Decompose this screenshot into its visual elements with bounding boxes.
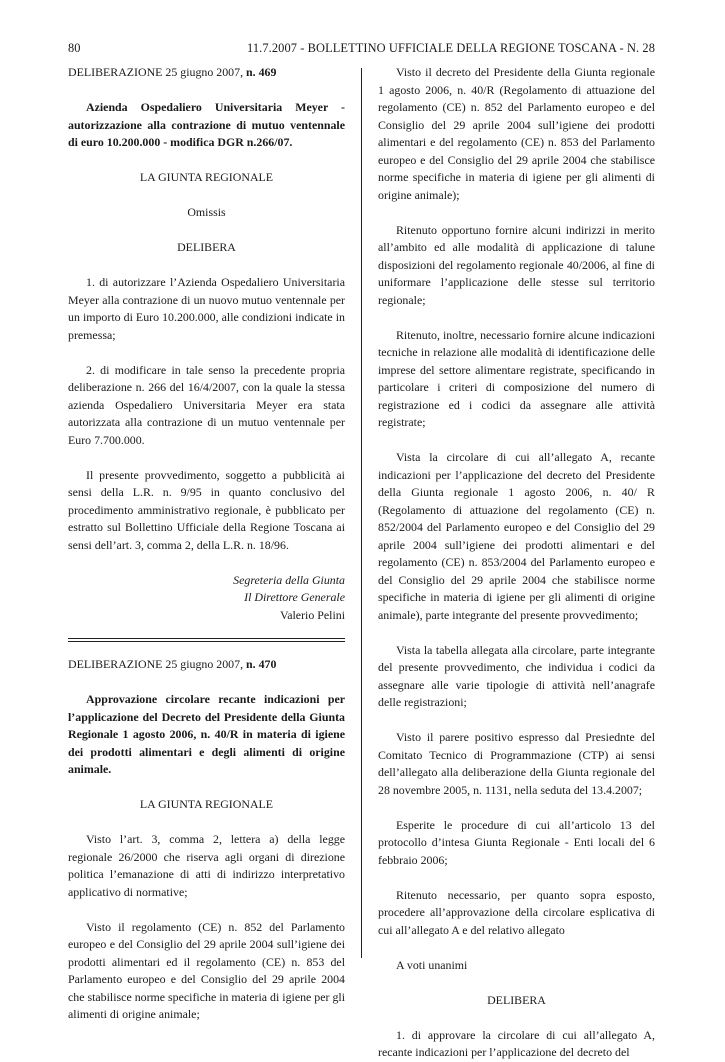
signature-block	[68, 572, 345, 625]
giunta-heading-470: LA GIUNTA REGIONALE	[139, 797, 274, 811]
right-paragraph-9: 1. di approvare la circolare di cui all’allegato A, recante indicazioni per l’applicazione del decreto del	[378, 1027, 655, 1059]
delibera-heading-470: DELIBERA	[487, 992, 546, 1007]
right-paragraph-5: Vista la tabella allegata alla circolare, parte integrante del presente provvedimento, che individua i codici da assegnare alle varie tipologie di attività nell’anagrafe delle registrazioni;	[378, 642, 655, 709]
right-paragraph-1: Visto il decreto del Presidente della Giunta regionale 1 agosto 2006, n. 40/R (Regolamento di attuazione del regolamento (CE) n. 852 del Parlamento europeo e del Consiglio del 29 aprile 2004 sull’igiene dei prodotti alimentari e del regolamento (CE) n. 853 del Parlamento europeo e del Consiglio del 29 aprile 2004 che stabilisce norme specifiche in materia di igiene per gli alimenti di origine animale);	[378, 65, 655, 202]
deliberation-469-heading: DELIBERAZIONE 25 giugno 2007, n. 469	[68, 65, 277, 79]
column-divider	[361, 68, 362, 958]
signature-role: Il Direttore Generale	[244, 590, 345, 604]
right-paragraph-6: Visto il parere positivo espresso dal Presiednte del Comitato Tecnico di Programmazione (CTP) ai sensi dell’allegato alla deliberazione della Giunta regionale del 28 novembre 2005, n. 1131, nella seduta del 13.4.2007;	[378, 730, 655, 797]
deliberation-470-title: Approvazione circolare recante indicazioni per l’applicazione del Decreto del Presidente della Giunta Regionale 1 agosto 2006, n. 40/R in materia di igiene dei prodotti alimentari e degli alimenti di origine animale.	[68, 692, 345, 776]
page-header	[68, 41, 655, 61]
right-paragraph-8: Ritenuto necessario, per quanto sopra esposto, procedere all’approvazione della circolare esplicativa di cui all’allegato A e del relativo allegato	[378, 887, 655, 937]
section-separator	[68, 638, 345, 642]
omissis-label: Omissis	[187, 205, 226, 219]
d470-paragraph-2: Visto il regolamento (CE) n. 852 del Parlamento europeo e del Consiglio del 29 aprile 2004 sull’igiene dei prodotti alimentari ed il regolamento (CE) n. 853 del Parlamento europeo e del Consiglio del 29 aprile 2004 che stabilisce norme specifiche in materia di igiene per gli alimenti di origine animale;	[68, 919, 346, 1021]
right-paragraph-7: Esperite le procedure di cui all’articolo 13 del protocollo d’intesa Giunta Regionale - Enti locali del 6 febbraio 2006;	[378, 817, 655, 867]
d469-paragraph-3: Il presente provvedimento, soggetto a pubblicità ai sensi della L.R. n. 9/95 in quanto conclusivo del procedimento amministrativo regionale, è pubblicato per estratto sul Bollettino Ufficiale della Regione Toscana ai sensi dell’art. 3, comma 2, della L.R. n. 18/96.	[68, 467, 345, 552]
page-number: 80	[68, 41, 81, 55]
delibera-heading-469: DELIBERA	[177, 240, 236, 254]
giunta-heading-469: LA GIUNTA REGIONALE	[139, 170, 274, 184]
right-paragraph-2: Ritenuto opportuno fornire alcuni indirizzi in merito all’ambito ed alle modalità di applicazione di talune disposizioni del regolamento regionale 40/2006, al fine di uniformare l’applicazione delle stesse sul territorio regionale;	[378, 222, 655, 307]
right-paragraph-3: Ritenuto, inoltre, necessario fornire alcune indicazioni tecniche in relazione alle modalità di identificazione delle imprese del settore alimentare registrate, specificando in particolare i criteri di composizione del numero di registrazione ed i codici da assegnare alle attività registrate;	[378, 327, 655, 429]
right-paragraph-4: Vista la circolare di cui all’allegato A, recante indicazioni per l’applicazione del decreto del Presidente della Giunta regionale 1 agosto 2006, n. 40/ R (Regolamento di attuazione del regolamento (CE) n. 852/2004 del Parlamento europeo e del Consiglio del 29 aprile 2004 sull’igiene dei prodotti alimentari e del regolamento (CE) n. 853/2004 del Parlamento europeo e del Consiglio del 29 aprile 2004 che stabilisce norme specifiche in materia di igiene per gli alimenti di origine animale), parte integrante del presente provvedimento;	[378, 450, 655, 622]
signature-name: Valerio Pelini	[279, 607, 345, 622]
deliberation-470-heading: DELIBERAZIONE 25 giugno 2007, n. 470	[68, 657, 277, 671]
signature-office: Segreteria della Giunta	[233, 572, 345, 587]
deliberation-469-title: Azienda Ospedaliero Universitaria Meyer - autorizzazione alla contrazione di mutuo ventennale di euro 10.200.000 - modifica DGR n.266/07.	[68, 100, 345, 149]
d469-paragraph-2: 2. di modificare in tale senso la precedente propria deliberazione n. 266 del 16/4/2007, con la quale la stessa azienda Ospedaliero Universitaria Meyer era stata autorizzata alla contrazione di un mutuo ventennale per Euro 7.700.000.	[68, 362, 345, 447]
left-column	[68, 64, 345, 1024]
right-column	[378, 64, 655, 1062]
d470-paragraph-1: Visto l’art. 3, comma 2, lettera a) della legge regionale 26/2000 che riserva agli organi di direzione politica l’emanazione di atti di indirizzo interpretativo applicativo di normative;	[68, 832, 345, 899]
bulletin-title: 11.7.2007 - BOLLETTINO UFFICIALE DELLA REGIONE TOSCANA - N. 28	[247, 41, 655, 55]
unanimous-vote: A voti unanimi	[396, 957, 468, 972]
d469-paragraph-1: 1. di autorizzare l’Azienda Ospedaliero Universitaria Meyer alla contrazione di un nuovo mutuo ventennale per un importo di Euro 10.200.000, alle condizioni indicate in premessa;	[68, 275, 345, 342]
